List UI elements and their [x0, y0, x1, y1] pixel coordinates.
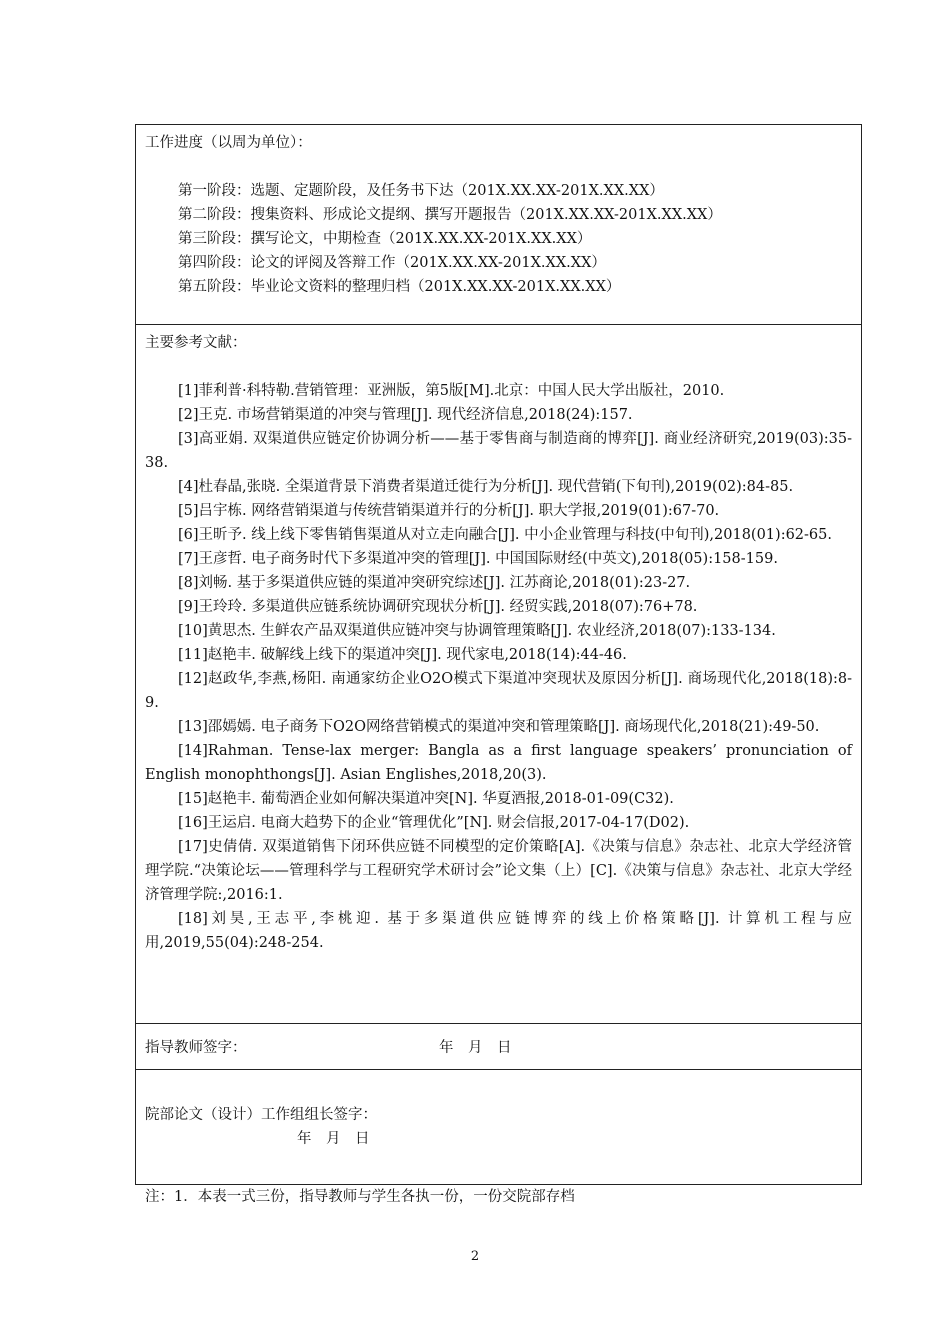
- work-progress-section: [136, 125, 861, 325]
- advisor-signature-date: 年 月 日: [439, 1040, 512, 1056]
- work-progress-heading: 工作进度（以周为单位）：: [145, 135, 312, 151]
- reference-item: [10]黄思杰. 生鲜农产品双渠道供应链冲突与协调管理策略[J]. 农业经济,2018(07):133-134.: [178, 623, 776, 639]
- reference-item: [1]菲利普·科特勒.营销管理：亚洲版，第5版[M].北京：中国人民大学出版社，2010.: [178, 383, 725, 399]
- reference-item: [4]杜春晶,张晓. 全渠道背景下消费者渠道迁徙行为分析[J]. 现代营销(下旬刊),2019(02):84-85.: [178, 479, 794, 495]
- advisor-signature-label: 指导教师签字：: [145, 1040, 247, 1056]
- form-note: 注：1．本表一式三份，指导教师与学生各执一份，一份交院部存档: [145, 1189, 575, 1205]
- reference-item: [18]刘昊,王志平,李桃迎. 基于多渠道供应链博弈的线上价格策略[J]. 计算机工程与应用,2019,55(04):248-254.: [145, 911, 852, 951]
- reference-item: [8]刘畅. 基于多渠道供应链的渠道冲突研究综述[J]. 江苏商论,2018(01):23-27.: [178, 575, 691, 591]
- reference-item: [17]史倩倩. 双渠道销售下闭环供应链不同模型的定价策略[A].《决策与信息》杂志社、北京大学经济管理学院.“决策论坛——管理科学与工程研究学术研讨会”论文集（上）[C].《决策与信息》杂志社、北京大学经济管理学院:,2016:1.: [145, 839, 852, 903]
- reference-item: [5]吕宇栋. 网络营销渠道与传统营销渠道并行的分析[J]. 职大学报,2019(01):67-70.: [178, 503, 720, 519]
- reference-item: [15]赵艳丰. 葡萄酒企业如何解决渠道冲突[N]. 华夏酒报,2018-01-09(C32).: [178, 791, 674, 807]
- reference-item: [9]王玲玲. 多渠道供应链系统协调研究现状分析[J]. 经贸实践,2018(07):76+78.: [178, 599, 698, 615]
- reference-item: [14]Rahman. Tense-lax merger: Bangla as a first language speakers’ pronunciation of English monophthongs[J]. Asian Englishes,2018,20(3).: [145, 743, 852, 783]
- stage-item: 第四阶段：论文的评阅及答辩工作（201X.XX.XX-201X.XX.XX）: [178, 255, 606, 271]
- stage-item: 第三阶段：撰写论文，中期检查（201X.XX.XX-201X.XX.XX）: [178, 231, 592, 247]
- reference-item: [12]赵政华,李燕,杨阳. 南通家纺企业O2O模式下渠道冲突现状及原因分析[J]. 商场现代化,2018(18):8-9.: [145, 671, 852, 711]
- reference-item: [7]王彦哲. 电子商务时代下多渠道冲突的管理[J]. 中国国际财经(中英文),2018(05):158-159.: [178, 551, 778, 567]
- stage-item: 第五阶段：毕业论文资料的整理归档（201X.XX.XX-201X.XX.XX）: [178, 279, 621, 295]
- stage-item: 第一阶段：选题、定题阶段，及任务书下达（201X.XX.XX-201X.XX.XX）: [178, 183, 664, 199]
- reference-item: [6]王昕予. 线上线下零售销售渠道从对立走向融合[J]. 中小企业管理与科技(中旬刊),2018(01):62-65.: [178, 527, 832, 543]
- reference-item: [2]王克. 市场营销渠道的冲突与管理[J]. 现代经济信息,2018(24):157.: [178, 407, 633, 423]
- reference-item: [11]赵艳丰. 破解线上线下的渠道冲突[J]. 现代家电,2018(14):44-46.: [178, 647, 627, 663]
- reference-item: [13]邵嫣嫣. 电子商务下O2O网络营销模式的渠道冲突和管理策略[J]. 商场现代化,2018(21):49-50.: [178, 719, 820, 735]
- thesis-form-table: [135, 124, 862, 1185]
- page-number: 2: [470, 1249, 480, 1264]
- reference-item: [3]高亚娟. 双渠道供应链定价协调分析——基于零售商与制造商的博弈[J]. 商业经济研究,2019(03):35-38.: [145, 431, 852, 471]
- advisor-signature-section: [136, 1024, 861, 1070]
- reference-item: [16]王运启. 电商大趋势下的企业“管理优化”[N]. 财会信报,2017-04-17(D02).: [178, 815, 690, 831]
- stage-item: 第二阶段：搜集资料、形成论文提纲、撰写开题报告（201X.XX.XX-201X.XX.XX）: [178, 207, 722, 223]
- references-heading: 主要参考文献：: [145, 335, 247, 351]
- department-signature-section: [136, 1070, 861, 1184]
- department-signature-label: 院部论文（设计）工作组组长签字：: [145, 1107, 377, 1123]
- department-signature-date: 年 月 日: [297, 1131, 370, 1147]
- references-section: [136, 325, 861, 1024]
